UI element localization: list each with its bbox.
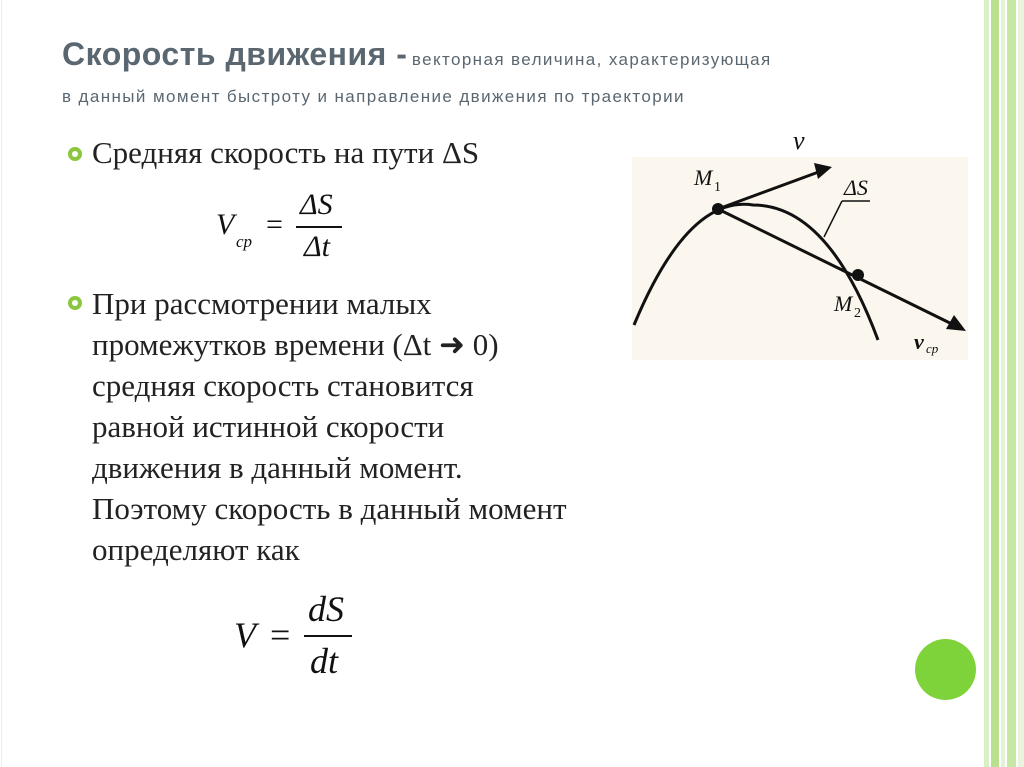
bullet2-line: движения в данный момент. bbox=[92, 450, 463, 485]
label-vcp-sub: ср bbox=[926, 341, 939, 356]
bullet-marker-2 bbox=[68, 296, 82, 310]
bullet2-line: средняя скорость становится bbox=[92, 368, 474, 403]
formula1-numerator: ΔS bbox=[300, 188, 333, 221]
formula-instant-velocity bbox=[234, 590, 364, 690]
label-m2: M bbox=[834, 291, 853, 316]
label-m1-sub: 1 bbox=[714, 180, 721, 195]
decorative-stripes bbox=[976, 0, 1024, 767]
point-m1 bbox=[712, 203, 724, 215]
formula1-denominator: Δt bbox=[304, 230, 330, 263]
bullet2-line: Поэтому скорость в данный момент bbox=[92, 491, 567, 526]
bullet2-line: равной истинной скорости bbox=[92, 409, 445, 444]
point-m2 bbox=[852, 269, 864, 281]
formula1-fraction-bar bbox=[296, 226, 342, 228]
formula2-denominator: dt bbox=[310, 641, 339, 681]
slide-title bbox=[62, 36, 962, 107]
formula-average-velocity bbox=[216, 188, 346, 268]
formula2-equals: = bbox=[270, 615, 291, 655]
bullet-text-1: Средняя скорость на пути ΔS bbox=[92, 135, 480, 170]
trajectory-diagram bbox=[628, 125, 968, 360]
label-vcp: v bbox=[914, 329, 924, 354]
formula2-numerator: dS bbox=[308, 589, 344, 629]
bullet2-line: При рассмотрении малых bbox=[92, 286, 432, 321]
formula1-lhs: V bbox=[216, 208, 235, 241]
left-edge-line bbox=[1, 0, 2, 767]
label-ds: ΔS bbox=[844, 175, 868, 200]
title-main: Скорость движения - bbox=[62, 36, 408, 72]
bullet-marker-1 bbox=[68, 147, 82, 161]
bullet2-line: промежутков времени (Δt ➜ 0) bbox=[92, 327, 499, 362]
title-sub: векторная величина, характеризующая bbox=[411, 50, 772, 69]
formula2-fraction-bar bbox=[304, 635, 352, 637]
bullet2-line: определяют как bbox=[92, 532, 300, 567]
bullet-text-2 bbox=[92, 283, 567, 570]
decorative-green-circle bbox=[915, 639, 976, 700]
label-m2-sub: 2 bbox=[854, 306, 861, 321]
formula1-lhs-sub: ср bbox=[236, 232, 253, 251]
label-m1: M bbox=[694, 165, 713, 190]
formula1-equals: = bbox=[266, 208, 283, 241]
label-v: v bbox=[793, 126, 805, 155]
formula2-lhs: V bbox=[234, 615, 256, 655]
title-line2: в данный момент быстроту и направление движения по траектории bbox=[62, 87, 685, 106]
